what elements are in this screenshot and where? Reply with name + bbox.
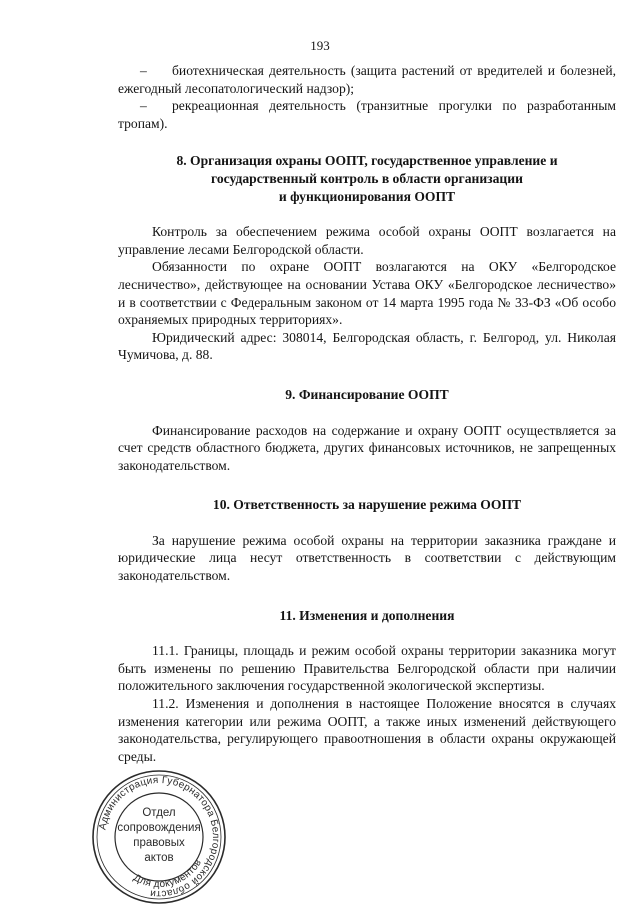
section-9-title: 9. Финансирование ООПТ [285, 386, 449, 402]
section-11-paragraph-1: 11.1. Границы, площадь и режим особой охраны территории заказника могут быть изменены по решению Правительства Белгородской области при наличии положительного заключения государственной экологической экспертизы. [118, 643, 616, 694]
section-8-title-line2: государственный контроль в области организации [211, 170, 523, 186]
section-10-title: 10. Ответственность за нарушение режима ООПТ [212, 497, 522, 513]
section-8-title-line3: и функционирования ООПТ [278, 188, 456, 204]
section-11-title: 11. Изменения и дополнения [279, 607, 455, 623]
section-11-paragraph-2: 11.2. Изменения и дополнения в настоящее Положение вносятся в случаях изменения категории или режима ООПТ, а также иных изменений действующего законодательства, регулирующего правоотношения в области охраны окружающей среды. [118, 696, 616, 764]
list-dash: – [140, 98, 147, 114]
list-item-text: биотехническая деятельность (защита растений от вредителей и болезней, ежегодный лесопатологический надзор); [118, 63, 616, 96]
list-dash: – [140, 63, 147, 78]
stamp-bottom-text: Для документов [131, 857, 204, 891]
stamp-line-4: актов [144, 852, 174, 864]
stamp-line-2: сопровождения [117, 822, 201, 834]
section-10-paragraph-1: За нарушение режима особой охраны на территории заказника граждане и юридические лица несут ответственность в соответствии с действующим законодательством. [118, 532, 616, 584]
stamp-line-3: правовых [133, 837, 185, 849]
section-9-paragraph-1: Финансирование расходов на содержание и охрану ООПТ осуществляется за счет средств областного бюджета, других финансовых источников, не запрещенных законодательством. [118, 422, 616, 473]
stamp-seal [90, 768, 228, 906]
stamp-line-1: Отдел [142, 807, 176, 819]
list-item [118, 97, 616, 132]
document-body [118, 62, 616, 765]
list-item [118, 62, 616, 97]
section-8-paragraph-2: Обязанности по охране ООПТ возлагаются на ОКУ «Белгородское лесничество», действующее на основании Устава ОКУ «Белгородское лесничество» и в соответствии с Федеральным законом от 14 марта 1995 года № 33-ФЗ «Об особо охраняемых природных территориях». [118, 259, 616, 328]
list-item-text: рекреационная деятельность (транзитные прогулки по разработанным тропам). [118, 98, 616, 131]
official-stamp [90, 768, 228, 906]
section-8-paragraph-1: Контроль за обеспечением режима особой охраны ООПТ возлагается на управление лесами Белгородской области. [118, 224, 616, 257]
page-number: 193 [310, 38, 330, 53]
section-8-heading [118, 152, 616, 205]
section-8-title-line1: 8. Организация охраны ООПТ, государственное управление и [176, 153, 558, 169]
stamp-ring-text: Администрация Губернатора Белгородской области [97, 774, 222, 900]
section-8-paragraph-3: Юридический адрес: 308014, Белгородская область, г. Белгород, ул. Николая Чумичова, д. 88. [118, 329, 616, 363]
